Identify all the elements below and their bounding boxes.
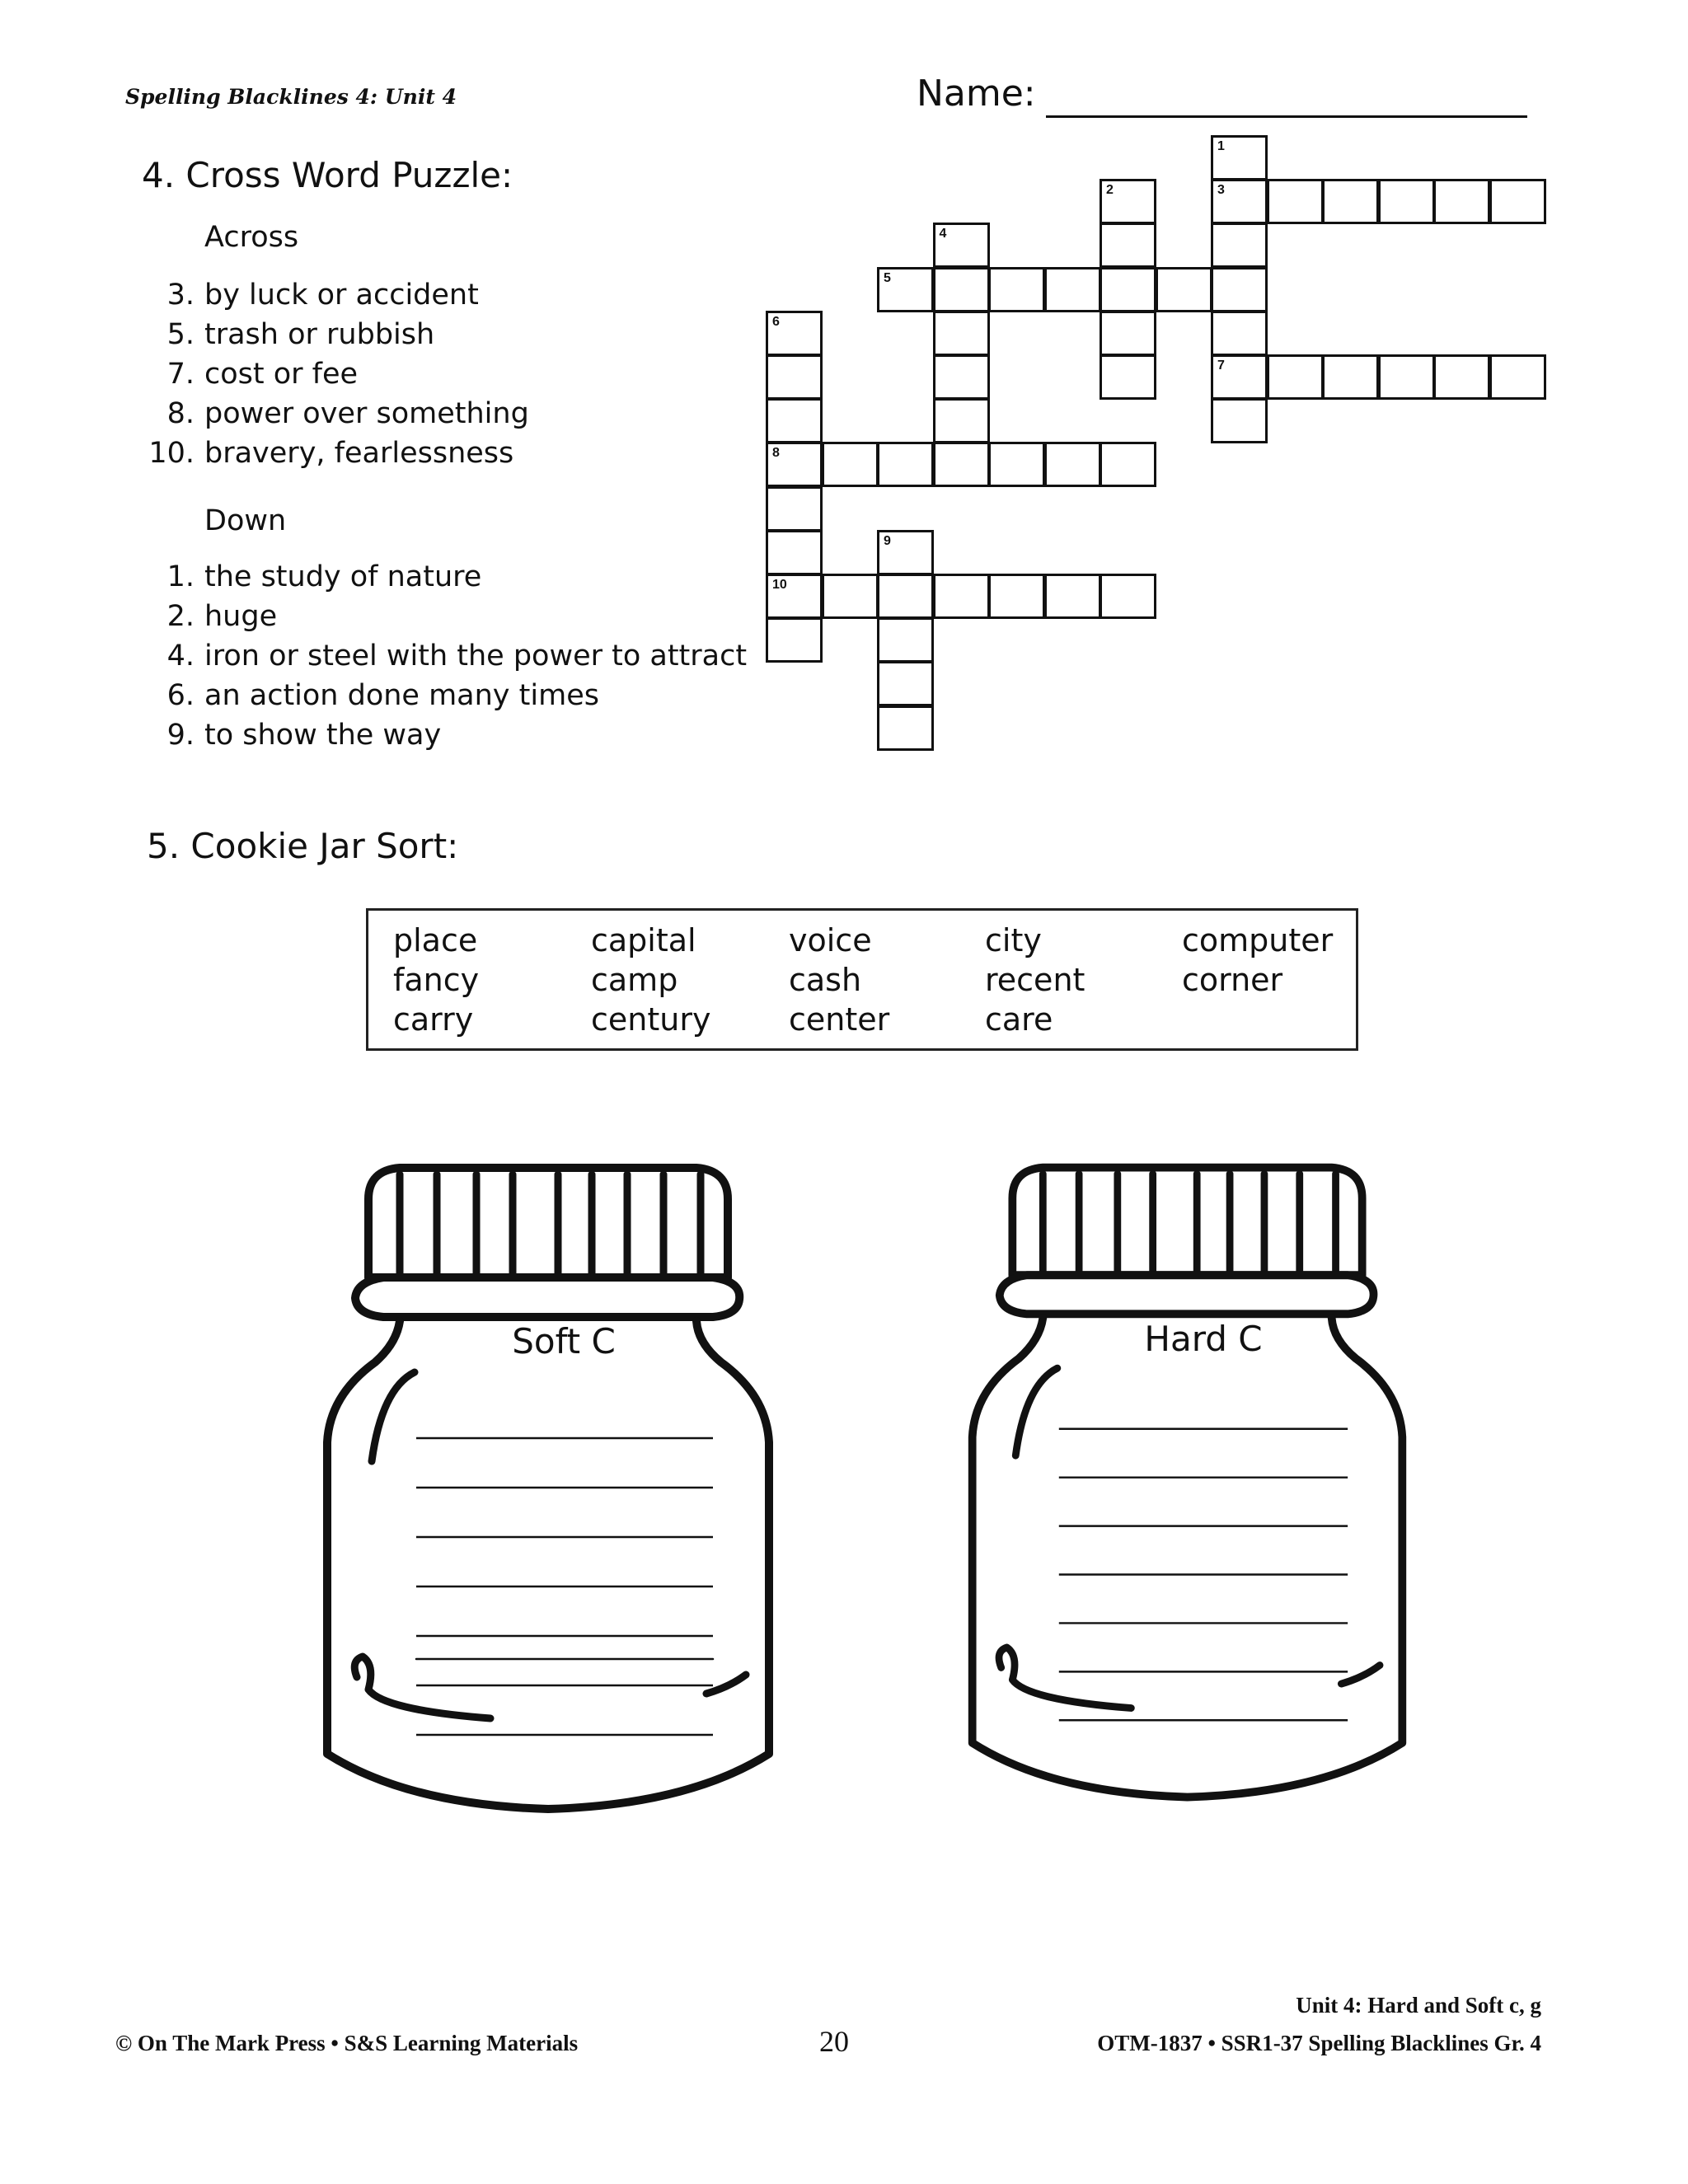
crossword-cell[interactable] [1433,354,1490,400]
word-bank-item: recent [985,962,1085,998]
crossword-cell[interactable] [766,530,823,575]
down-clue: 9. to show the way [166,719,442,752]
crossword-cell[interactable] [1267,179,1324,224]
crossword-cell[interactable] [766,617,823,663]
footer-copyright: © On The Mark Press • S&S Learning Materials [115,2031,579,2055]
crossword-clue-number: 6 [772,314,780,329]
footer-unit: Unit 4: Hard and Soft c, g [1296,1993,1541,2018]
name-field[interactable] [1046,115,1527,118]
across-clue: 10. bravery, fearlessness [148,437,514,470]
crossword-clue-number: 1 [1217,139,1225,153]
crossword-cell[interactable] [822,574,879,619]
crossword-cell[interactable] [1044,574,1101,619]
footer-product-code: OTM-1837 • SSR1-37 Spelling Blacklines Gr. 4 [1097,2031,1541,2055]
crossword-clue-number: 2 [1106,183,1114,198]
crossword-cell[interactable] [822,442,879,487]
name-label: Name: [917,73,1036,115]
crossword-clue-number: 9 [884,533,891,548]
crossword-cell[interactable] [1100,179,1156,224]
cookie-jar-section-title: 5. Cookie Jar Sort: [147,826,459,866]
crossword-cell[interactable] [877,442,934,487]
crossword-cell[interactable] [877,705,934,751]
crossword-cell[interactable] [766,486,823,532]
crossword-cell[interactable] [933,442,990,487]
crossword-cell[interactable] [1267,354,1324,400]
down-clue: 4. iron or steel with the power to attract [166,640,748,673]
crossword-cell[interactable] [988,442,1045,487]
crossword-cell[interactable] [933,311,990,356]
crossword-clue-number: 3 [1217,183,1225,198]
crossword-cell[interactable] [988,574,1045,619]
word-bank-item: fancy [393,962,480,998]
crossword-cell[interactable] [933,223,990,268]
down-clue: 1. the study of nature [166,560,482,593]
crossword-cell[interactable] [933,354,990,400]
across-heading: Across [204,221,299,254]
crossword-cell[interactable] [1211,223,1268,268]
page-number: 20 [819,2025,849,2058]
word-bank-item: cash [789,962,862,998]
crossword-clue-number: 7 [1217,359,1225,373]
crossword-cell[interactable] [1100,574,1156,619]
down-clue: 2. huge [166,600,278,633]
word-bank-item: computer [1182,922,1334,958]
crossword-cell[interactable] [1044,267,1101,312]
soft-c-answer-lines[interactable] [416,1413,713,1743]
crossword-cell[interactable] [1211,354,1268,400]
soft-c-jar [317,1150,779,1834]
crossword-clue-number: 5 [884,270,891,285]
word-bank-item: capital [591,922,696,958]
crossword-cell[interactable] [766,398,823,443]
crossword-cell[interactable] [1100,311,1156,356]
crossword-clue-number: 8 [772,446,780,461]
crossword-cell[interactable] [933,574,990,619]
crossword-cell[interactable] [877,267,934,312]
crossword-cell[interactable] [877,617,934,663]
word-bank-item: carry [393,1001,474,1038]
crossword-cell[interactable] [1211,398,1268,443]
word-bank-item: voice [789,922,872,958]
word-bank-item: city [985,922,1042,958]
crossword-cell[interactable] [1100,223,1156,268]
crossword-cell[interactable] [1378,354,1435,400]
crossword-cell[interactable] [1211,311,1268,356]
crossword-cell[interactable] [1211,267,1268,312]
crossword-cell[interactable] [1322,179,1379,224]
crossword-cell[interactable] [766,354,823,400]
crossword-cell[interactable] [1100,267,1156,312]
crossword-cell[interactable] [877,530,934,575]
crossword-cell[interactable] [766,442,823,487]
crossword-cell[interactable] [1489,354,1546,400]
word-bank-item: corner [1182,962,1283,998]
crossword-cell[interactable] [1156,267,1212,312]
crossword-cell[interactable] [1044,442,1101,487]
crossword-clue-number: 10 [772,578,787,592]
hard-c-jar [963,1150,1412,1821]
crossword-cell[interactable] [877,661,934,706]
worksheet-header: Spelling Blacklines 4: Unit 4 [125,85,457,109]
crossword-cell[interactable] [1100,354,1156,400]
across-clue: 8. power over something [166,397,529,430]
soft-c-jar-label: Soft C [512,1321,616,1361]
crossword-cell[interactable] [1100,442,1156,487]
crossword-cell[interactable] [933,398,990,443]
crossword-cell[interactable] [1489,179,1546,224]
crossword-section-title: 4. Cross Word Puzzle: [142,155,513,195]
hard-c-jar-label: Hard C [1144,1319,1263,1359]
crossword-clue-number: 4 [939,227,947,241]
crossword-cell[interactable] [1433,179,1490,224]
down-clue: 6. an action done many times [166,679,599,712]
crossword-cell[interactable] [766,311,823,356]
word-bank [366,908,1358,1051]
word-bank-item: camp [591,962,678,998]
hard-c-answer-lines[interactable] [1059,1409,1348,1735]
across-clue: 5. trash or rubbish [166,318,435,351]
crossword-cell[interactable] [988,267,1045,312]
crossword-cell[interactable] [1211,179,1268,224]
across-clue: 7. cost or fee [166,358,359,391]
word-bank-item: century [591,1001,711,1038]
crossword-cell[interactable] [1378,179,1435,224]
word-bank-item: center [789,1001,890,1038]
down-heading: Down [204,504,287,537]
crossword-cell[interactable] [766,574,823,619]
word-bank-item: care [985,1001,1053,1038]
crossword-cell[interactable] [933,267,990,312]
word-bank-item: place [393,922,478,958]
across-clue: 3. by luck or accident [166,279,479,312]
crossword-cell[interactable] [1322,354,1379,400]
crossword-cell[interactable] [877,574,934,619]
crossword-cell[interactable] [1211,135,1268,180]
